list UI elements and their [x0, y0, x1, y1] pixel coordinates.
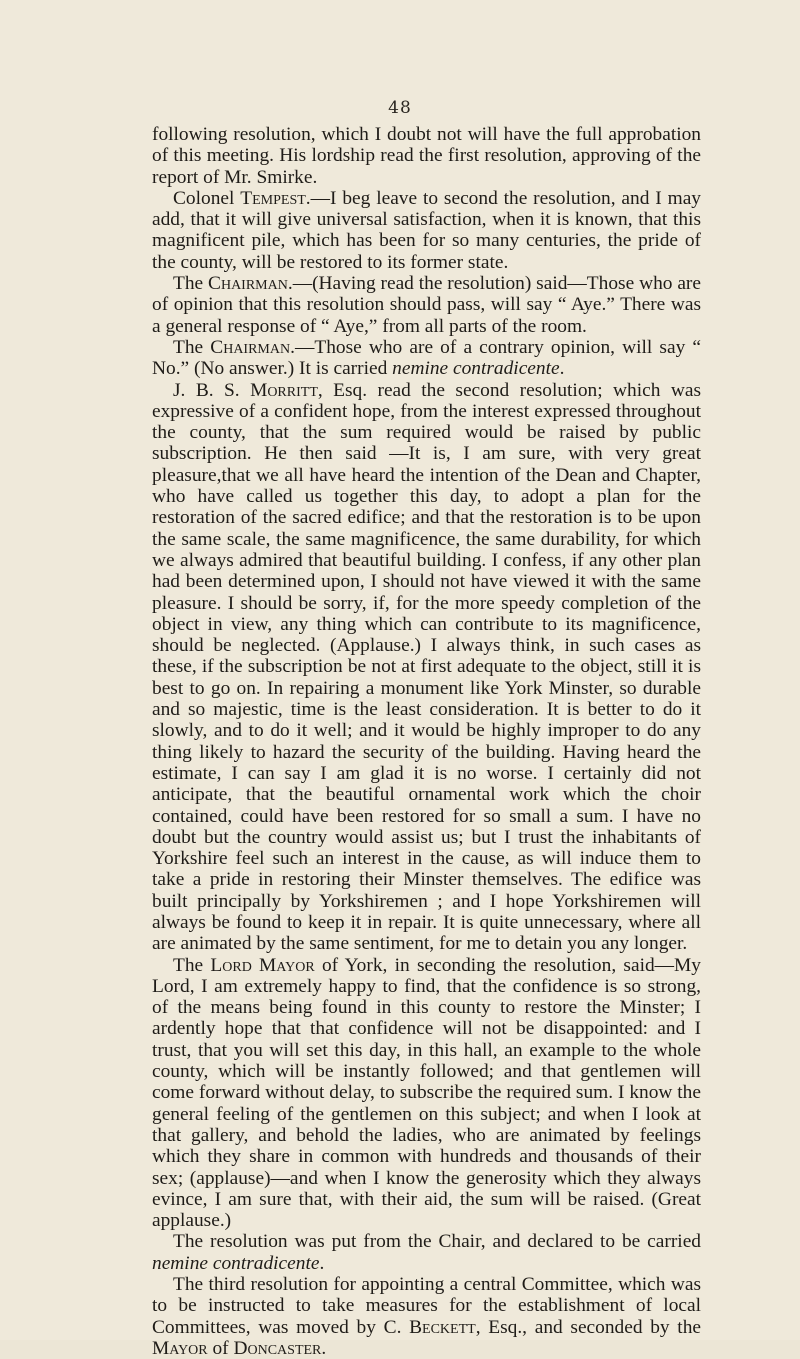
paragraph-text: The	[173, 273, 209, 295]
paragraph-4	[152, 337, 701, 380]
speaker-name: Lord Mayor	[210, 954, 315, 976]
paragraph-text: , Esq. read the second resolution; which was expressive of a confident hope, from the interest expressed throughout the county, that the sum required would be raised by public subscription. He then said —It is, I am sure, with very great pleasure,that we all have heard the intention of the Dean and Chapter, who have called us together this day, to adopt a plan for the restoration of the sacred edifice; and that the restoration is to be upon the same scale, the same magnificence, the same durability, for which we always admired that beautiful building. I confess, if any other plan had been determined upon, I should not have viewed it with the same pleasure. I should be sorry, if, for the more speedy completion of the object in view, any thing which can contribute to its magnificence, should be neglected. (Applause.) I always think, in such cases as these, if the subscription be not at first adequate to the object, still it is best to go on. In repairing a monument like York Minster, so durable and so majestic, time is the least consideration. It is better to do it slowly, and to do it well; and it would be highly improper to do any thing likely to hazard the security of the building. Having heard the estimate, I can say I am glad it is no worse. I certainly did not anticipate, that the beautiful ornamental work which the choir contained, could have been restored for so small a sum. I have no doubt but the country would assist us; but I trust the inhabitants of Yorkshire feel such an interest in the cause, as will induce them to take a pride in restoring their Minster themselves. The edifice was built principally by Yorkshiremen ; and I hope Yorkshiremen will always be found to keep it in repair. It is quite unnecessary, where all are animated by the same sentiment, for me to detain you any longer.	[152, 379, 701, 955]
speaker-name: Tempest	[240, 187, 306, 209]
paragraph-text: .	[319, 1252, 325, 1274]
paragraph-8	[152, 1274, 701, 1359]
place-name: Doncaster	[233, 1337, 322, 1359]
paragraph-text: J. B. S.	[173, 379, 251, 401]
speaker-name: Chairman	[208, 273, 288, 295]
paragraph-text: .	[559, 358, 565, 380]
paragraph-5	[152, 380, 701, 955]
paragraph-text: .—(Having read the resolution) said—Those who are of opinion that this resolution should pass, will say “ Aye.” There was a general response of “ Aye,” from all parts of the room.	[152, 273, 702, 337]
speaker-name: Chairman	[210, 336, 291, 358]
speaker-name: Mayor	[152, 1337, 208, 1359]
paragraph-text: , Esq., and seconded by the	[475, 1316, 701, 1338]
paragraph-text: .—I beg leave to second the resolution, and I may add, that it will give universal satisfaction, when it is known, that this magnificent pile, which has been for so many centuries, the pride of the county, will be restored to its former state.	[152, 187, 701, 273]
paragraph-text: of York, in seconding the resolution, said—My Lord, I am extremely happy to find, that the confidence is so strong, of the means being found in this county to restore the Minster; I ardently hope that that confidence will not be disappointed: and I trust, that you will set this day, in this hall, an example to the whole county, which will be instantly followed; and that gentlemen will come forward without delay, to subscribe the required sum. I know the general feeling of the gentlemen on this subject; and when I look at that gallery, and behold the ladies, who are animated by feelings which they share in common with hundreds and thousands of their sex; (applause)—and when I know the generosity which they always evince, I am sure that, with their aid, the sum will be raised. (Great applause.)	[152, 954, 701, 1232]
paragraph-text: .	[321, 1337, 327, 1359]
page-number: 48	[388, 98, 412, 118]
paragraph-text: The third resolution for appointing a central Committee, which was to be instructed to take measures for the establishment of local Committees, was moved by C.	[152, 1274, 701, 1338]
paragraph-7	[152, 1231, 701, 1274]
speaker-name: Morritt	[250, 379, 318, 401]
latin-phrase: nemine contradicente	[392, 358, 560, 380]
paragraph-text: The resolution was put from the Chair, and declared to be carried	[173, 1231, 701, 1253]
paragraph-text: Colonel	[173, 187, 241, 209]
latin-phrase: nemine contradicente	[152, 1252, 320, 1274]
paragraph-text: The	[173, 336, 211, 358]
paragraph-text: .—Those who are of a contrary opinion, will say “ No.” (No answer.) It is carried	[152, 336, 701, 380]
paragraph-2	[152, 188, 701, 273]
paragraph-3	[152, 273, 701, 337]
speaker-name: Beckett	[409, 1316, 476, 1338]
paragraph-1	[152, 124, 701, 188]
paragraph-text: The	[173, 954, 211, 976]
paragraph-text: of	[207, 1337, 234, 1359]
page-body-text	[152, 124, 701, 1359]
paragraph-text: following resolution, which I doubt not will have the full approbation of this meeting. His lordship read the first resolution, approving of the report of Mr. Smirke.	[152, 124, 701, 188]
paragraph-6	[152, 955, 701, 1232]
